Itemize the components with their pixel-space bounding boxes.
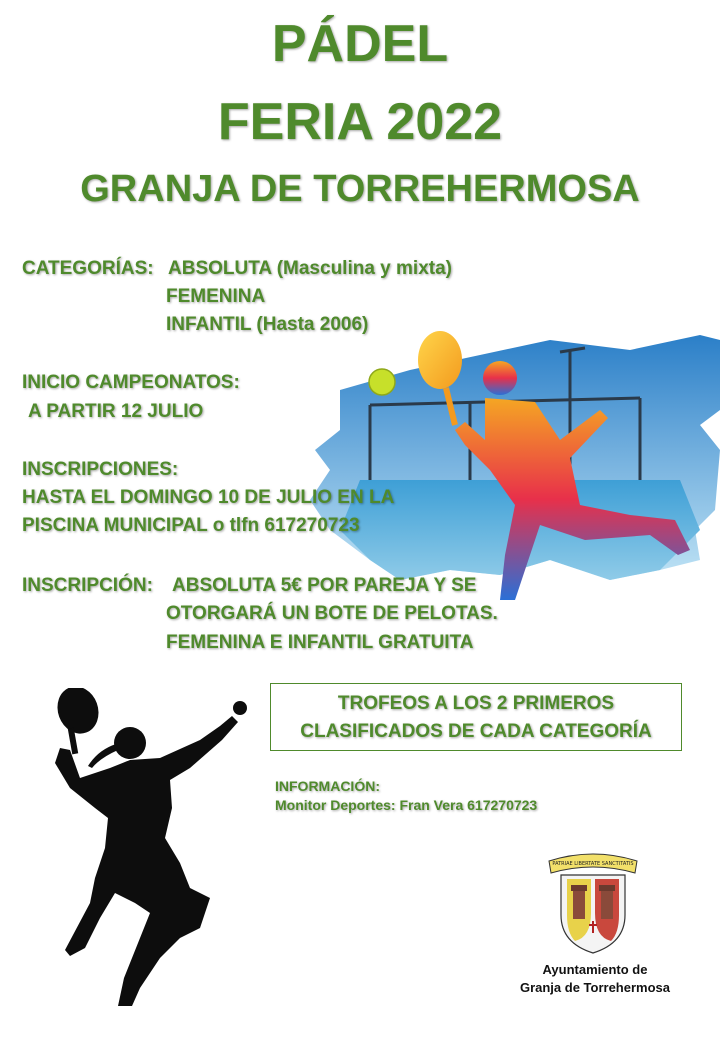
inscripciones-label: INSCRIPCIONES: bbox=[22, 459, 179, 480]
inscripciones-line2: PISCINA MUNICIPAL o tlfn 617270723 bbox=[22, 515, 360, 536]
crest-icon bbox=[545, 845, 641, 957]
informacion-label: INFORMACIÓN: bbox=[275, 778, 380, 794]
poster-title-padel: PÁDEL bbox=[271, 15, 449, 73]
inscripcion-label: INSCRIPCIÓN: bbox=[22, 575, 153, 596]
informacion-contact: Monitor Deportes: Fran Vera 617270723 bbox=[275, 797, 538, 813]
categoria-infantil: INFANTIL (Hasta 2006) bbox=[166, 314, 369, 335]
inscripcion-line2: OTORGARÁ UN BOTE DE PELOTAS. bbox=[166, 603, 498, 624]
padel-silhouette-image bbox=[40, 688, 250, 1008]
categoria-femenina: FEMENINA bbox=[166, 286, 266, 307]
categoria-absoluta: ABSOLUTA (Masculina y mixta) bbox=[168, 258, 452, 279]
poster-title-feria: FERIA 2022 bbox=[217, 93, 503, 151]
ayuntamiento-line2: Granja de Torrehermosa bbox=[519, 980, 671, 995]
inicio-value: A PARTIR 12 JULIO bbox=[28, 401, 204, 422]
inicio-label: INICIO CAMPEONATOS: bbox=[22, 372, 240, 393]
inscripcion-line3: FEMENINA E INFANTIL GRATUITA bbox=[166, 632, 474, 653]
trofeos-line2: CLASIFICADOS DE CADA CATEGORÍA bbox=[300, 721, 652, 742]
trofeos-box bbox=[270, 683, 682, 751]
poster-title-town: GRANJA DE TORREHERMOSA bbox=[80, 168, 640, 210]
ayuntamiento-line1: Ayuntamiento de bbox=[542, 962, 648, 977]
inscripcion-line1: ABSOLUTA 5€ POR PAREJA Y SE bbox=[172, 575, 477, 596]
crest-motto: PATRIAE LIBERTATE SANCTITATIS bbox=[552, 861, 634, 867]
categorias-label: CATEGORÍAS: bbox=[22, 258, 154, 279]
inscripciones-line1: HASTA EL DOMINGO 10 DE JULIO EN LA bbox=[22, 487, 395, 508]
trofeos-line1: TROFEOS A LOS 2 PRIMEROS bbox=[337, 693, 615, 714]
